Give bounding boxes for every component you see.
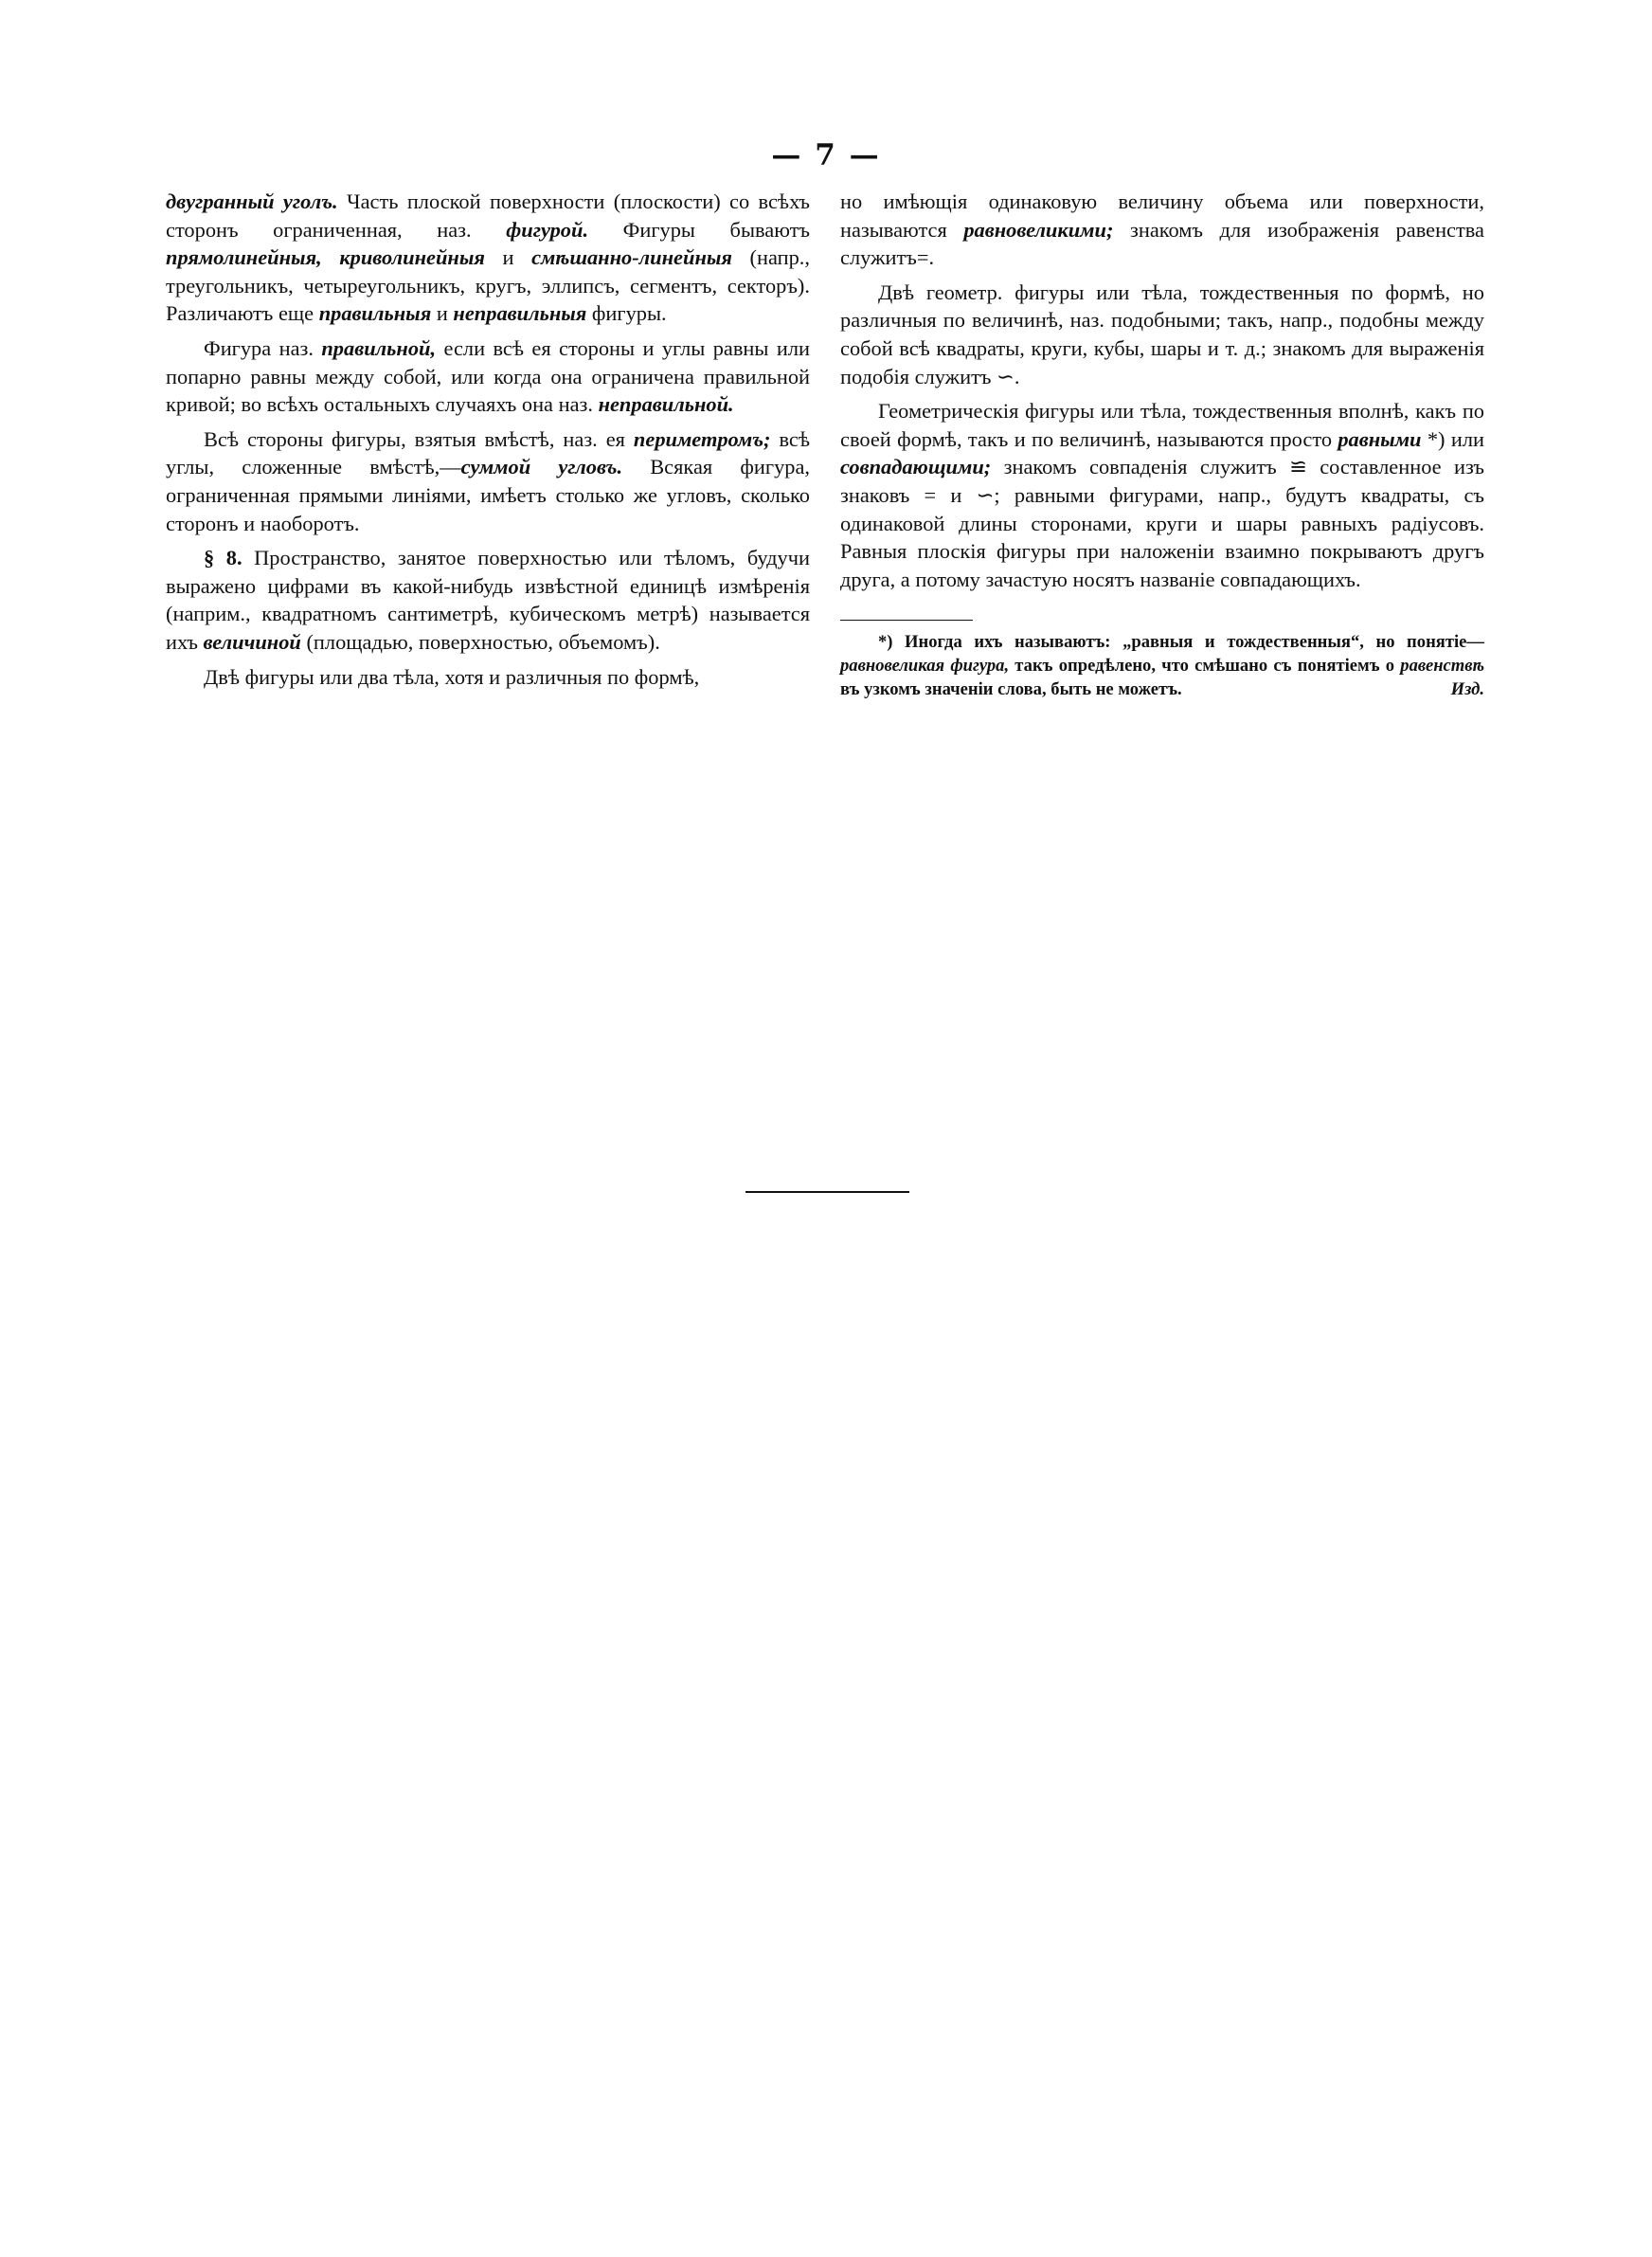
text: *) Иногда ихъ называютъ: „равныя и тождественныя“, но понятіе—: [878, 632, 1484, 653]
text: въ узкомъ значеніи слова, быть не можетъ.: [840, 679, 1182, 700]
term: равновеликая фигура,: [840, 656, 1010, 677]
section-number: § 8.: [204, 546, 242, 570]
term: смѣшанно-линейныя: [531, 245, 732, 270]
term: равновеликими;: [963, 217, 1114, 242]
text: всѣ углы, сложенные вмѣстѣ,—: [166, 426, 810, 479]
text: знакомъ для изображенія равенства служитъ=.: [840, 217, 1484, 270]
text: фигуры.: [586, 301, 667, 326]
text: Двѣ геометр. фигуры или тѣла, тождественныя по формѣ, но различныя по величинѣ, наз. подобными; такъ, напр., подобны между собой всѣ квадраты, круги, кубы, шары и т. д.; знакомъ для выраженія подобія служитъ ∽.: [840, 280, 1484, 388]
term: периметромъ;: [633, 426, 771, 451]
text: Двѣ фигуры или два тѣла, хотя и различныя по формѣ,: [204, 664, 700, 689]
term: неправильной.: [598, 392, 734, 417]
footnote-divider: [840, 620, 973, 621]
paragraph: [166, 544, 810, 656]
paragraph: [840, 279, 1484, 390]
text: Часть плоской поверхности (плоскости) со всѣхъ сторонъ ограниченная, наз.: [166, 190, 810, 242]
text: Геометрическія фигуры или тѣла, тождественныя вполнѣ, какъ по своей формѣ, такъ и по величинѣ, называются просто: [840, 399, 1484, 451]
term: прямолинейныя, криволинейныя: [166, 245, 485, 270]
paragraph: [840, 188, 1484, 272]
text: если всѣ ея стороны и углы равны или попарно равны между собой, или когда она ограничена правильной кривой; во всѣхъ остальныхъ случаяхъ она наз.: [166, 335, 810, 417]
end-divider: [745, 1191, 909, 1193]
left-column: [166, 188, 810, 697]
text: *) или: [1421, 426, 1484, 451]
term: совпадающими;: [840, 455, 992, 479]
term: двугранный уголъ.: [166, 190, 338, 213]
term: равными: [1338, 426, 1422, 451]
text: знакомъ совпаденія служитъ ≌ составленное изъ знаковъ = и ∽; равными фигурами, напр., будутъ квадраты, съ одинаковой длины сторонами, круги и шары равныхъ радіусовъ. Равныя плоскія фигуры при наложеніи взаимно покрываютъ другъ друга, а потому зачастую носятъ названіе совпадающихъ.: [840, 455, 1484, 591]
term: равенствѣ: [1400, 656, 1484, 677]
paragraph: [166, 334, 810, 419]
text: Всѣ стороны фигуры, взятыя вмѣстѣ, наз. ея: [204, 426, 634, 451]
text: и: [431, 301, 454, 326]
text: но имѣющія одинаковую величину объема или поверхности, называются: [840, 190, 1484, 242]
text: (площадью, поверхностью, объемомъ).: [300, 629, 660, 654]
text: Фигура наз.: [204, 335, 322, 360]
paragraph: [840, 397, 1484, 593]
term: суммой угловъ.: [460, 455, 623, 479]
term: правильныя: [318, 301, 432, 326]
text: и: [484, 245, 532, 270]
text: такъ опредѣлено, что смѣшано съ понятіемъ о: [1009, 656, 1401, 677]
text: Фигуры бываютъ: [588, 217, 810, 242]
text: Пространство, занятое поверхностью или тѣломъ, будучи выражено цифрами въ какой-нибудь извѣстной единицѣ измѣренія (наприм., квадратномъ сантиметрѣ, кубическомъ метрѣ) называется ихъ: [166, 546, 810, 654]
footnote-editor-mark: Изд.: [1450, 679, 1484, 700]
paragraph: [166, 425, 810, 537]
paragraph: [166, 663, 810, 692]
term: правильной,: [321, 335, 437, 360]
term: неправильныя: [453, 301, 587, 326]
paragraph: [166, 188, 810, 328]
term: величиной: [203, 629, 301, 654]
text: Всякая фигура, ограниченная прямыми линіями, имѣетъ столько же угловъ, сколько сторонъ и наоборотъ.: [166, 455, 810, 535]
term: фигурой.: [506, 217, 589, 242]
text: (напр., треугольникъ, четыреугольникъ, кругъ, эллипсъ, сегментъ, секторъ). Различаютъ еще: [166, 245, 810, 326]
footnote: [840, 630, 1484, 701]
page-number: — 7 —: [771, 138, 881, 172]
right-column: [840, 188, 1484, 708]
